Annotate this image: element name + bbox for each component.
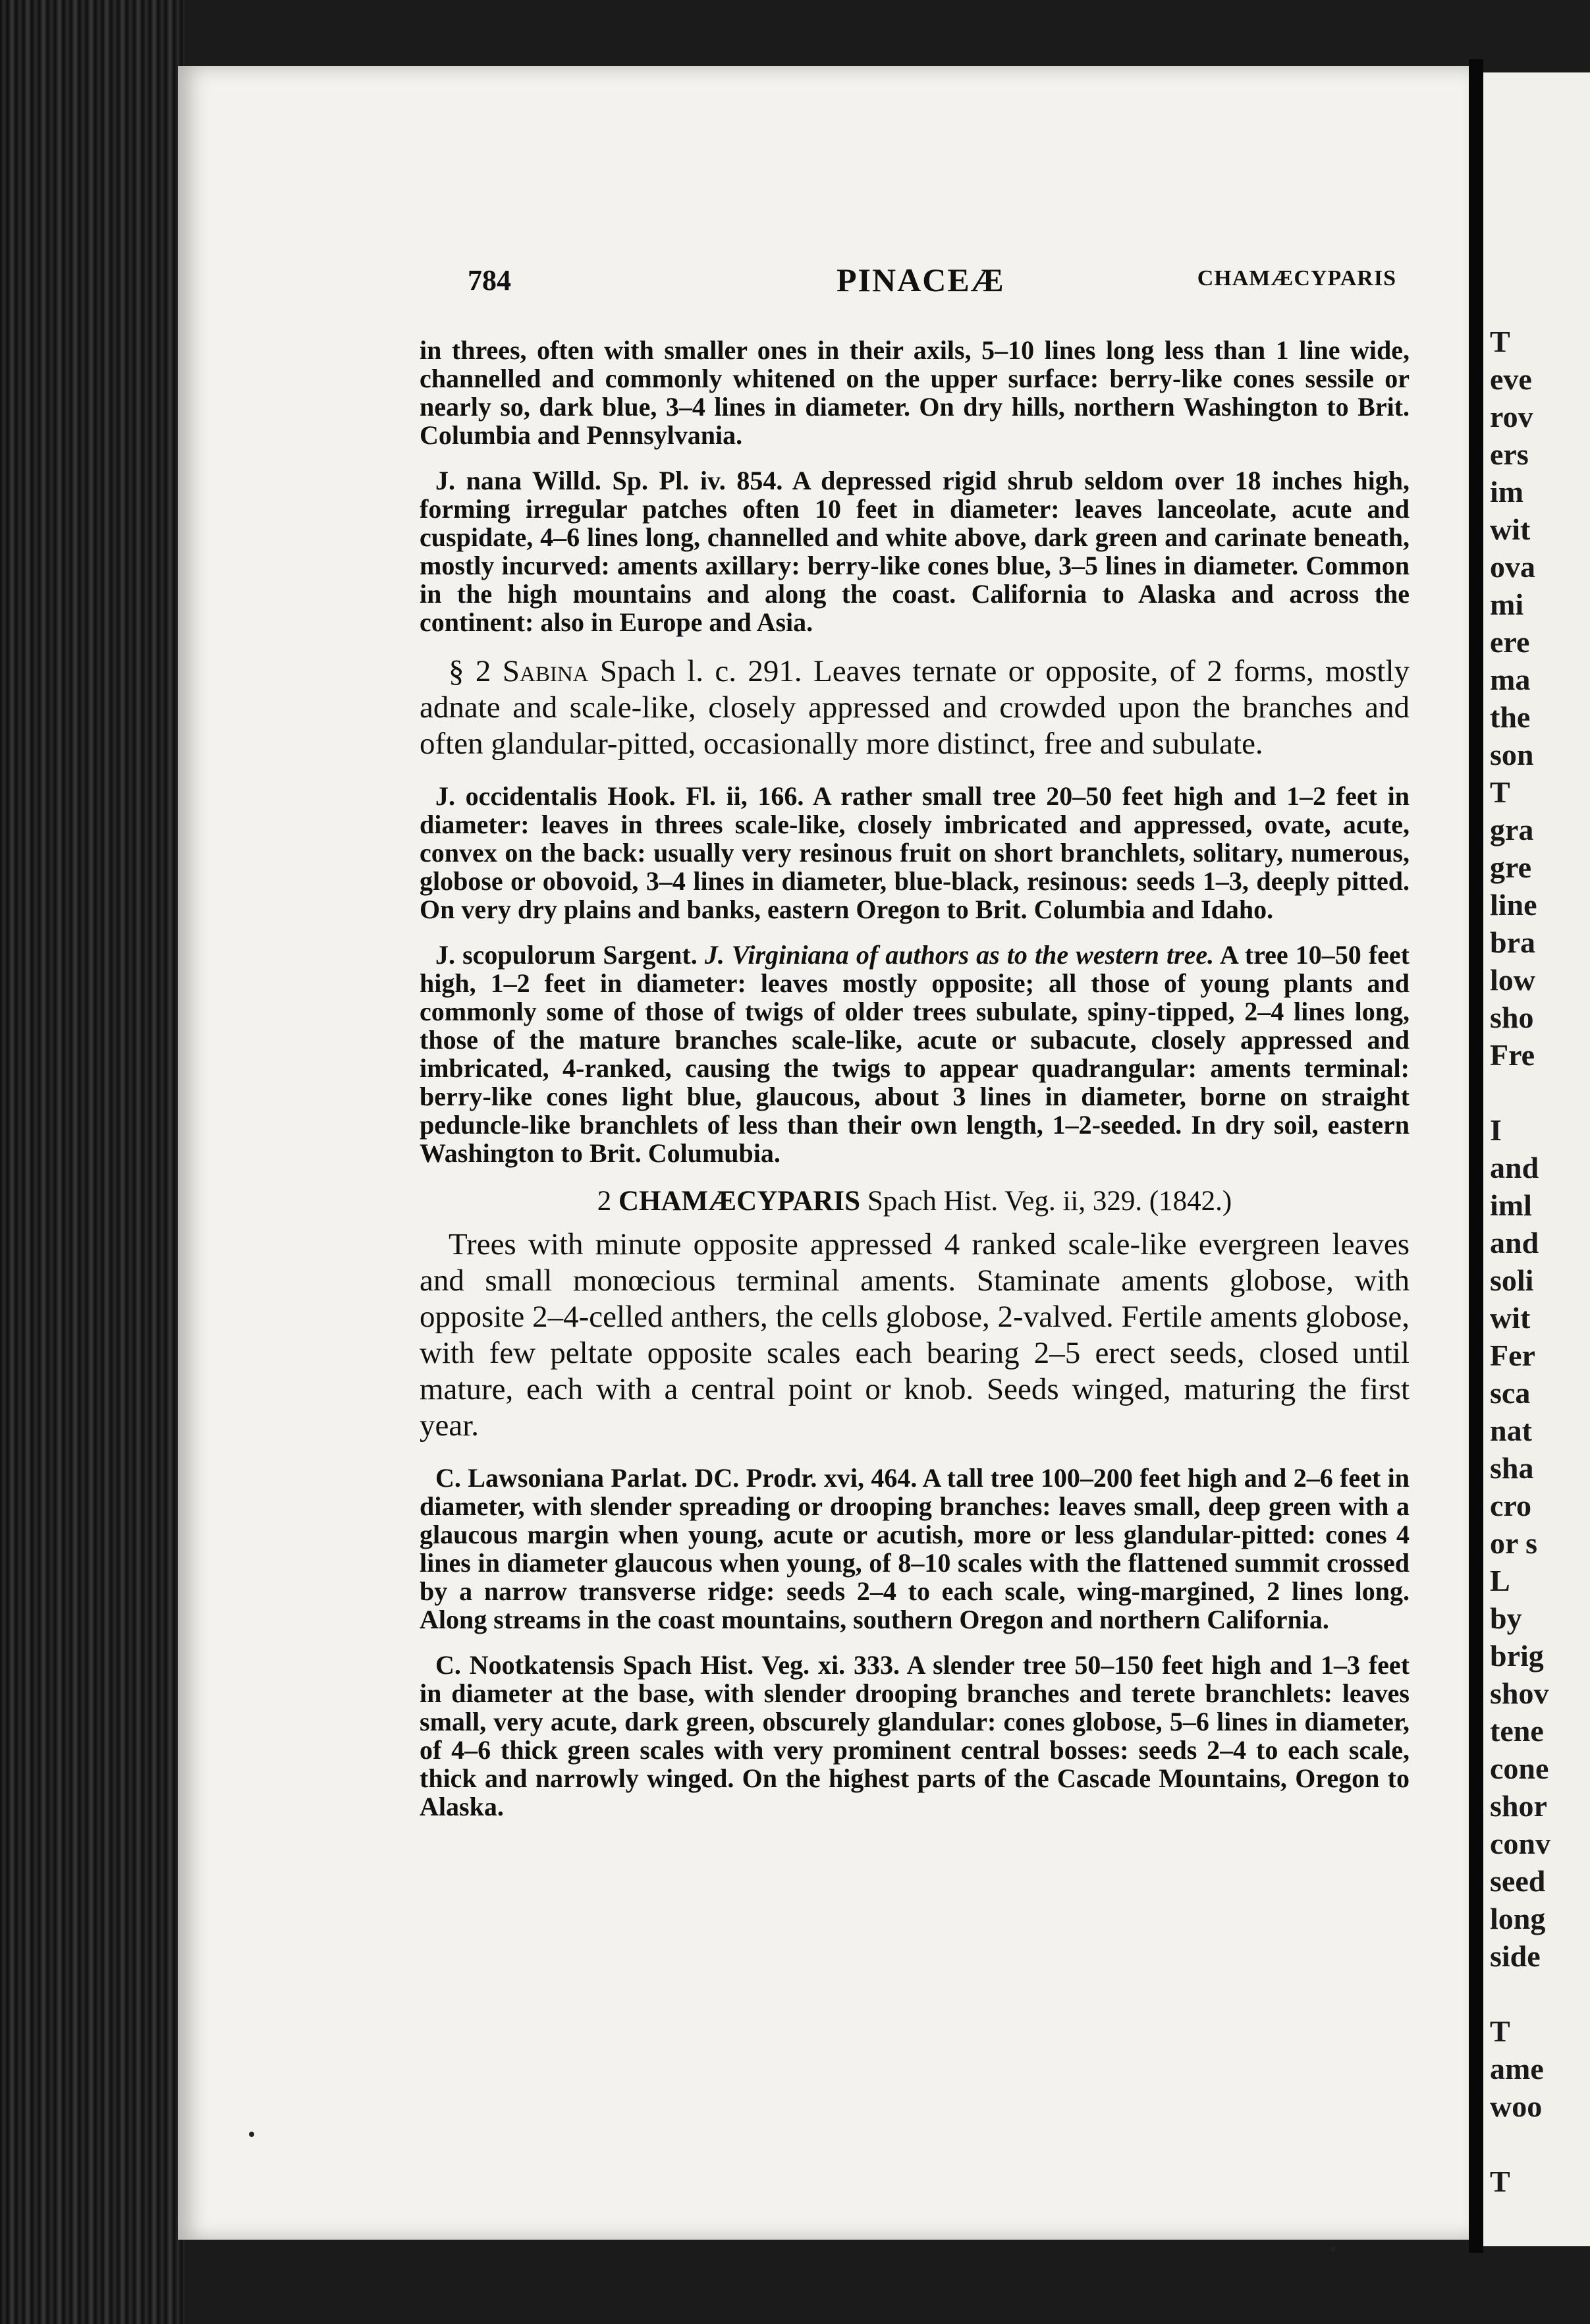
adjacent-line-fragment: tene bbox=[1490, 1714, 1544, 1748]
genus-citation: Spach Hist. Veg. ii, 329. (1842.) bbox=[860, 1186, 1232, 1217]
adjacent-line-fragment: brig bbox=[1490, 1639, 1544, 1673]
adjacent-line-fragment: and bbox=[1490, 1151, 1539, 1184]
book-binding bbox=[0, 0, 184, 2324]
page-title: PINACEÆ bbox=[836, 262, 1005, 298]
adjacent-line-fragment: or s bbox=[1490, 1526, 1537, 1560]
adjacent-line-fragment: T bbox=[1490, 325, 1510, 358]
adjacent-line-fragment: ma bbox=[1490, 663, 1531, 696]
adjacent-line-fragment: soli bbox=[1490, 1263, 1534, 1297]
species-entry-nootkatensis bbox=[420, 1651, 1410, 1821]
species-name: C. Nootkatensis bbox=[435, 1650, 615, 1680]
adjacent-line-fragment: T bbox=[1490, 775, 1510, 809]
adjacent-line-fragment: T bbox=[1490, 2014, 1510, 2048]
adjacent-line-fragment: shor bbox=[1490, 1789, 1547, 1823]
adjacent-line-fragment: bra bbox=[1490, 926, 1535, 959]
species-synonym: J. Virginiana of authors as to the western tree. bbox=[704, 940, 1215, 970]
section-sabina bbox=[420, 653, 1410, 762]
adjacent-line-fragment bbox=[1490, 1975, 1590, 2012]
adjacent-line-fragment: Fer bbox=[1490, 1339, 1535, 1372]
adjacent-line-fragment: gra bbox=[1490, 813, 1534, 846]
adjacent-line-fragment: the bbox=[1490, 700, 1531, 734]
section-name: Sabina bbox=[502, 654, 589, 688]
adjacent-line-fragment: seed bbox=[1490, 1864, 1546, 1898]
species-entry-lawsoniana bbox=[420, 1464, 1410, 1634]
adjacent-line-fragment: eve bbox=[1490, 362, 1532, 396]
species-description: Willd. Sp. Pl. iv. 854. A depressed rigid shrub seldom over 18 inches high, forming irregular patches often 10 feet in diameter: leaves lanceolate, acute and cuspidate, 4–6 lines long, channelled and white above, dark green and carinate beneath, mostly incurved: aments axillary: berry-like cones blue, 3–5 lines in diameter. Common in the high mountains and along the coast. California to Alaska and across the continent: also in Europe and Asia. bbox=[420, 466, 1410, 637]
adjacent-line-fragment: sca bbox=[1490, 1376, 1531, 1410]
species-entry-nana bbox=[420, 466, 1410, 636]
species-entry-occidentalis bbox=[420, 782, 1410, 924]
species-author: Sargent. bbox=[595, 940, 705, 970]
running-genus: CHAMÆCYPARIS bbox=[1197, 266, 1396, 290]
adjacent-line-fragment: ere bbox=[1490, 625, 1530, 659]
adjacent-line-fragment: side bbox=[1490, 1939, 1541, 1973]
species-entry-scopulorum bbox=[420, 941, 1410, 1167]
adjacent-line-fragment: woo bbox=[1490, 2089, 1543, 2123]
paragraph-continuation: in threes, often with smaller ones in their axils, 5–10 lines long less than 1 line wide, channelled and commonly whitened on the upper surface: berry-like cones sessile or nearly so, dark blue, 3–4 lines in diameter. On dry hills, northern Washington to Brit. Columbia and Pennsylvania. bbox=[420, 335, 1410, 450]
adjacent-line-fragment: ers bbox=[1490, 437, 1529, 471]
adjacent-line-fragment: gre bbox=[1490, 850, 1532, 884]
adjacent-line-fragment: son bbox=[1490, 738, 1534, 771]
adjacent-line-fragment: iml bbox=[1490, 1188, 1532, 1222]
adjacent-line-fragment: cone bbox=[1490, 1752, 1549, 1785]
adjacent-line-fragment: wit bbox=[1490, 512, 1531, 546]
adjacent-line-fragment bbox=[1490, 2125, 1590, 2163]
speck bbox=[1330, 2246, 1336, 2252]
adjacent-line-fragment: nat bbox=[1490, 1414, 1532, 1447]
section-description: Spach l. c. 291. Leaves ternate or opposite, of 2 forms, mostly adnate and scale-like, closely appressed and crowded upon the branches and often glandular-pitted, occasionally more distinct, free and subulate. bbox=[420, 654, 1410, 761]
adjacent-line-fragment: sha bbox=[1490, 1451, 1534, 1485]
adjacent-line-fragment: cro bbox=[1490, 1489, 1532, 1522]
adjacent-line-fragment: shov bbox=[1490, 1676, 1549, 1710]
genus-number: 2 bbox=[597, 1186, 618, 1217]
adjacent-line-fragment: im bbox=[1490, 475, 1524, 509]
genus-heading bbox=[420, 1184, 1410, 1219]
species-name: C. Lawsoniana bbox=[435, 1463, 605, 1493]
running-head bbox=[468, 263, 1396, 303]
section-number: § 2 bbox=[449, 654, 491, 688]
species-name: J. nana bbox=[435, 466, 522, 495]
adjacent-line-fragment: L bbox=[1490, 1564, 1510, 1597]
page-gutter bbox=[1469, 59, 1483, 2253]
adjacent-line-fragment: low bbox=[1490, 963, 1535, 997]
adjacent-line-fragment: line bbox=[1490, 888, 1537, 922]
adjacent-line-fragment: long bbox=[1490, 1902, 1546, 1935]
adjacent-line-fragment: by bbox=[1490, 1601, 1522, 1635]
species-description: A tree 10–50 feet high, 1–2 feet in diameter: leaves mostly opposite; all those of young plants and commonly some of those of twigs of older trees subulate, spiny-tipped, 2–4 lines long, those of the mature branches scale-like, acute or subacute, closely appressed and imbricated, 4-ranked, causing the twigs to appear quadrangular: aments terminal: berry-like cones light blue, glaucous, about 3 lines in diameter, borne on straight peduncle-like branchlets of less than their own length, 1–2-seeded. In dry soil, eastern Washington to Brit. Columubia. bbox=[420, 940, 1410, 1168]
adjacent-page bbox=[1483, 72, 1590, 2246]
adjacent-line-fragment: mi bbox=[1490, 588, 1524, 621]
species-description: Spach Hist. Veg. xi. 333. A slender tree 50–150 feet high and 1–3 feet in diameter at the base, with slender drooping branches and terete branchlets: leaves small, very acute, dark green, obscurely glandular: cones globose, 5–6 lines in diameter, of 4–6 thick green scales with very prominent central bosses: seeds 2–4 to each scale, thick and narrowly winged. On the highest parts of the Cascade Mountains, Oregon to Alaska. bbox=[420, 1650, 1410, 1821]
adjacent-line-fragment: ova bbox=[1490, 550, 1535, 584]
adjacent-line-fragment: wit bbox=[1490, 1301, 1531, 1335]
genus-description: Trees with minute opposite appressed 4 ranked scale-like evergreen leaves and small monœcious terminal aments. Staminate aments globose, with opposite 2–4-celled anthers, the cells globose, 2-valved. Fertile aments globose, with few peltate opposite scales each bearing 2–5 erect seeds, closed until mature, each with a central point or knob. Seeds winged, maturing the first year. bbox=[420, 1227, 1410, 1443]
adjacent-line-fragment bbox=[1490, 1074, 1590, 1111]
adjacent-line-fragment: and bbox=[1490, 1226, 1539, 1259]
adjacent-line-fragment: ame bbox=[1490, 2052, 1544, 2086]
adjacent-line-fragment: sho bbox=[1490, 1001, 1534, 1034]
adjacent-line-fragment: T bbox=[1490, 2165, 1510, 2198]
genus-name: CHAMÆCYPARIS bbox=[618, 1186, 861, 1217]
page-body bbox=[420, 336, 1410, 1838]
adjacent-line-fragment: I bbox=[1490, 1113, 1502, 1147]
species-name: J. occidentalis bbox=[435, 781, 597, 811]
adjacent-line-fragment: conv bbox=[1490, 1827, 1550, 1860]
adjacent-page-text bbox=[1490, 323, 1590, 2200]
species-description: Parlat. DC. Prodr. xvi, 464. A tall tree 100–200 feet high and 2–6 feet in diameter, with slender spreading or drooping branches: leaves small, deep green with a glaucous margin when young, acute or acutish, more or less glandular-pitted: cones 4 lines in diameter glaucous when young, of 8–10 scales with the flattened summit crossed by a narrow transverse ridge: seeds 2–4 to each scale, wing-margined, 2 lines long. Along streams in the coast mountains, southern Oregon and northern California. bbox=[420, 1463, 1410, 1634]
species-name: J. scopulorum bbox=[435, 940, 596, 970]
adjacent-line-fragment: Fre bbox=[1490, 1038, 1535, 1072]
speck bbox=[249, 2132, 254, 2137]
adjacent-line-fragment: rov bbox=[1490, 400, 1533, 433]
page-number: 784 bbox=[468, 264, 511, 296]
species-description: Hook. Fl. ii, 166. A rather small tree 20–50 feet high and 1–2 feet in diameter: leaves in threes scale-like, closely imbricated and appressed, ovate, acute, convex on the back: usually very resinous fruit on short branchlets, solitary, numerous, globose or obovoid, 3–4 lines in diameter, blue-black, resinous: seeds 1–3, deeply pitted. On very dry plains and banks, eastern Oregon to Brit. Columbia and Idaho. bbox=[420, 781, 1410, 924]
